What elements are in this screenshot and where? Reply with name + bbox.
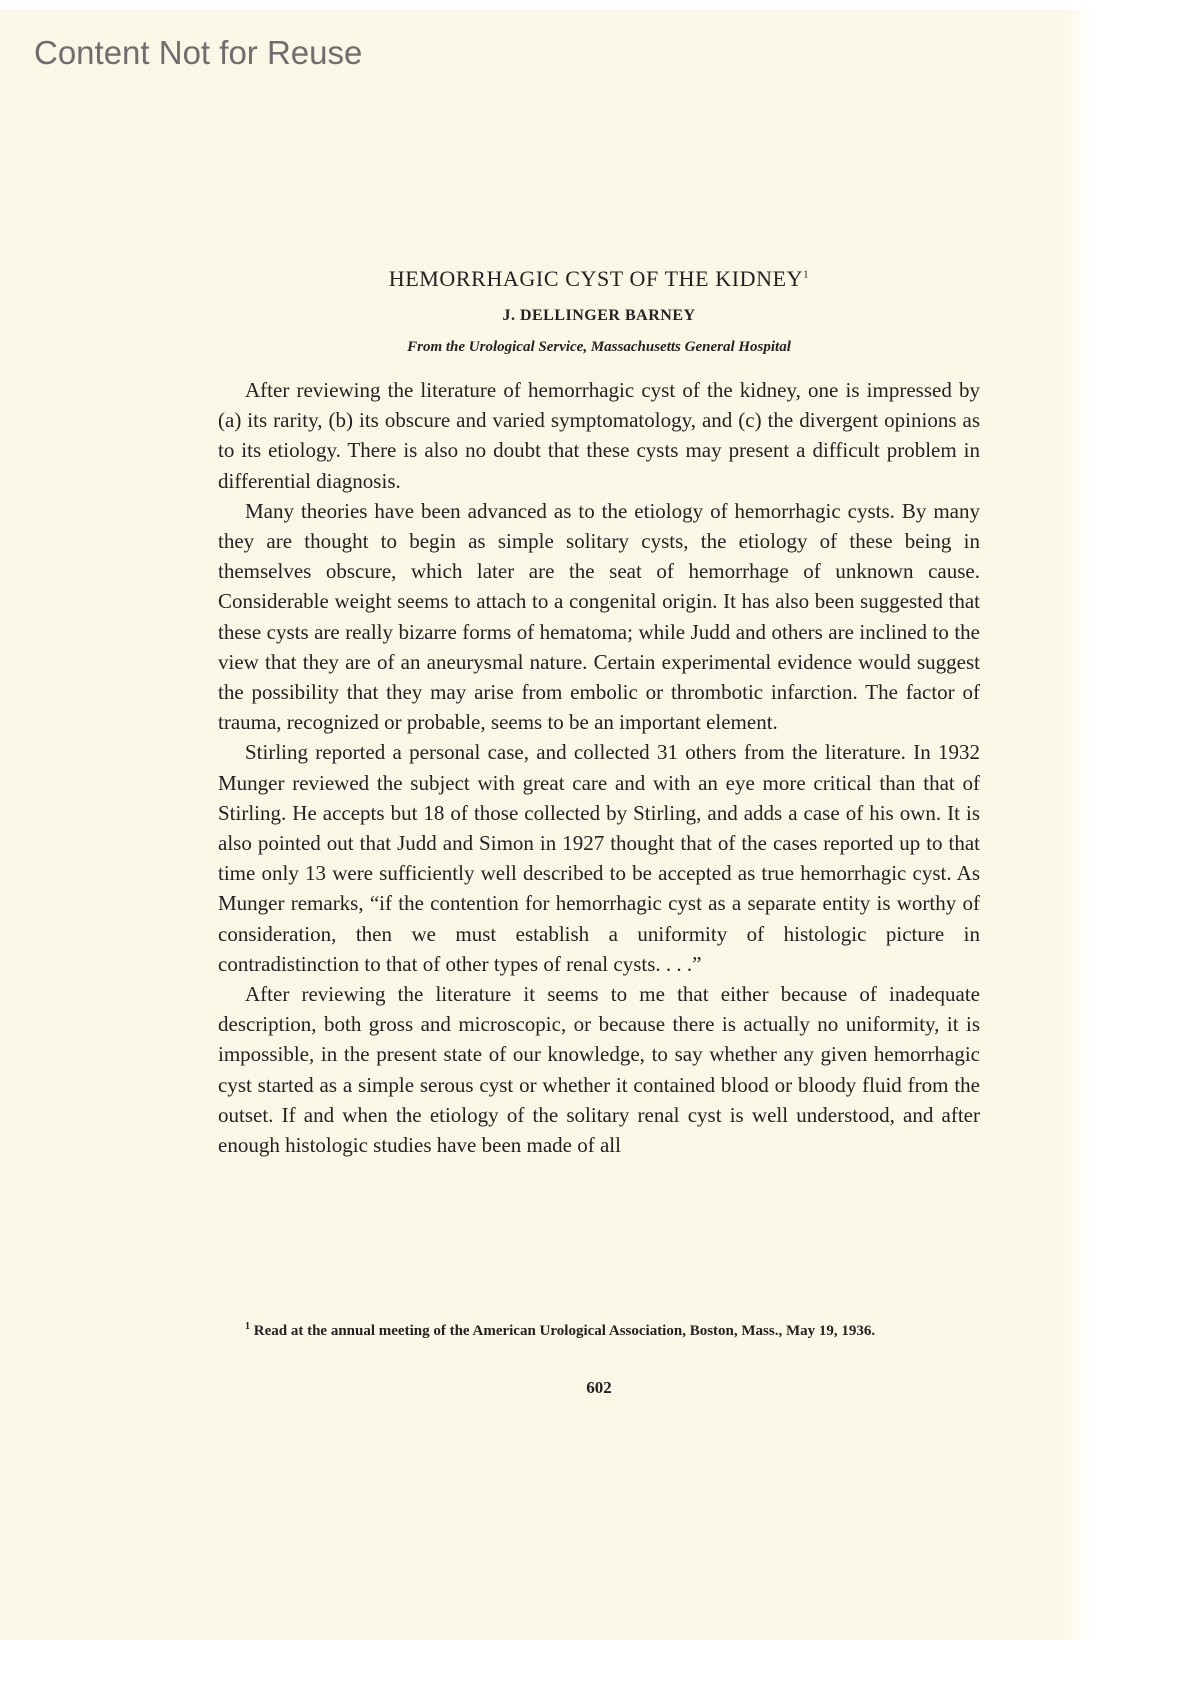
title-footnote-marker: 1 [803, 268, 810, 281]
article-author: J. DELLINGER BARNEY [502, 307, 696, 324]
body-paragraph: After reviewing the literature it seems to me that either because of inadequate description, both gross and microscopic, or because there is actually no uniformity, it is impossible, in the present state of our knowledge, to say whether any given hemorrhagic cyst started as a simple serous cyst or whether it contained blood or bloody fluid from the outset. If and when the etiology of the solitary renal cyst is well understood, and after enough histologic studies have been made of all [218, 982, 980, 1158]
article-title [218, 266, 980, 292]
watermark: Content Not for Reuse [34, 34, 363, 71]
article-body [218, 375, 980, 1160]
article-title-text: HEMORRHAGIC CYST OF THE KIDNEY [388, 266, 804, 291]
body-paragraph: Stirling reported a personal case, and collected 31 others from the literature. In 1932 Munger reviewed the subject with great care and with an eye more critical than that of Stirling. He accepts but 18 of those collected by Stirling, and adds a case of his own. It is also pointed out that Judd and Simon in 1927 thought that of the cases reported up to that time only 13 were sufficiently well described to be accepted as true hemorrhagic cyst. As Munger remarks, “if the contention for hemorrhagic cyst as a separate entity is worthy of consideration, then we must establish a uniformity of histologic picture in contradistinction to that of other types of renal cysts. . . .” [218, 740, 980, 976]
page-edge [1062, 10, 1092, 1640]
footnote [218, 1322, 980, 1340]
article-affiliation: From the Urological Service, Massachusetts General Hospital [407, 339, 791, 355]
footnote-text: Read at the annual meeting of the American Urological Association, Boston, Mass., May 19, 1936. [250, 1323, 876, 1339]
footnote-marker: 1 [245, 1321, 250, 1332]
page-number: 602 [586, 1378, 612, 1397]
body-paragraph: Many theories have been advanced as to the etiology of hemorrhagic cysts. By many they are thought to begin as simple solitary cysts, the etiology of these being in themselves obscure, which later are the seat of hemorrhage of unknown cause. Considerable weight seems to attach to a congenital origin. It has also been suggested that these cysts are really bizarre forms of hematoma; while Judd and others are inclined to the view that they are of an aneurysmal nature. Certain experimental evidence would suggest the possibility that they may arise from embolic or thrombotic infarction. The factor of trauma, recognized or probable, seems to be an important element. [218, 498, 980, 735]
body-paragraph: After reviewing the literature of hemorrhagic cyst of the kidney, one is impressed by (a) its rarity, (b) its obscure and varied symptomatology, and (c) the divergent opinions as to its etiology. There is also no doubt that these cysts may present a difficult problem in differential diagnosis. [218, 378, 980, 493]
